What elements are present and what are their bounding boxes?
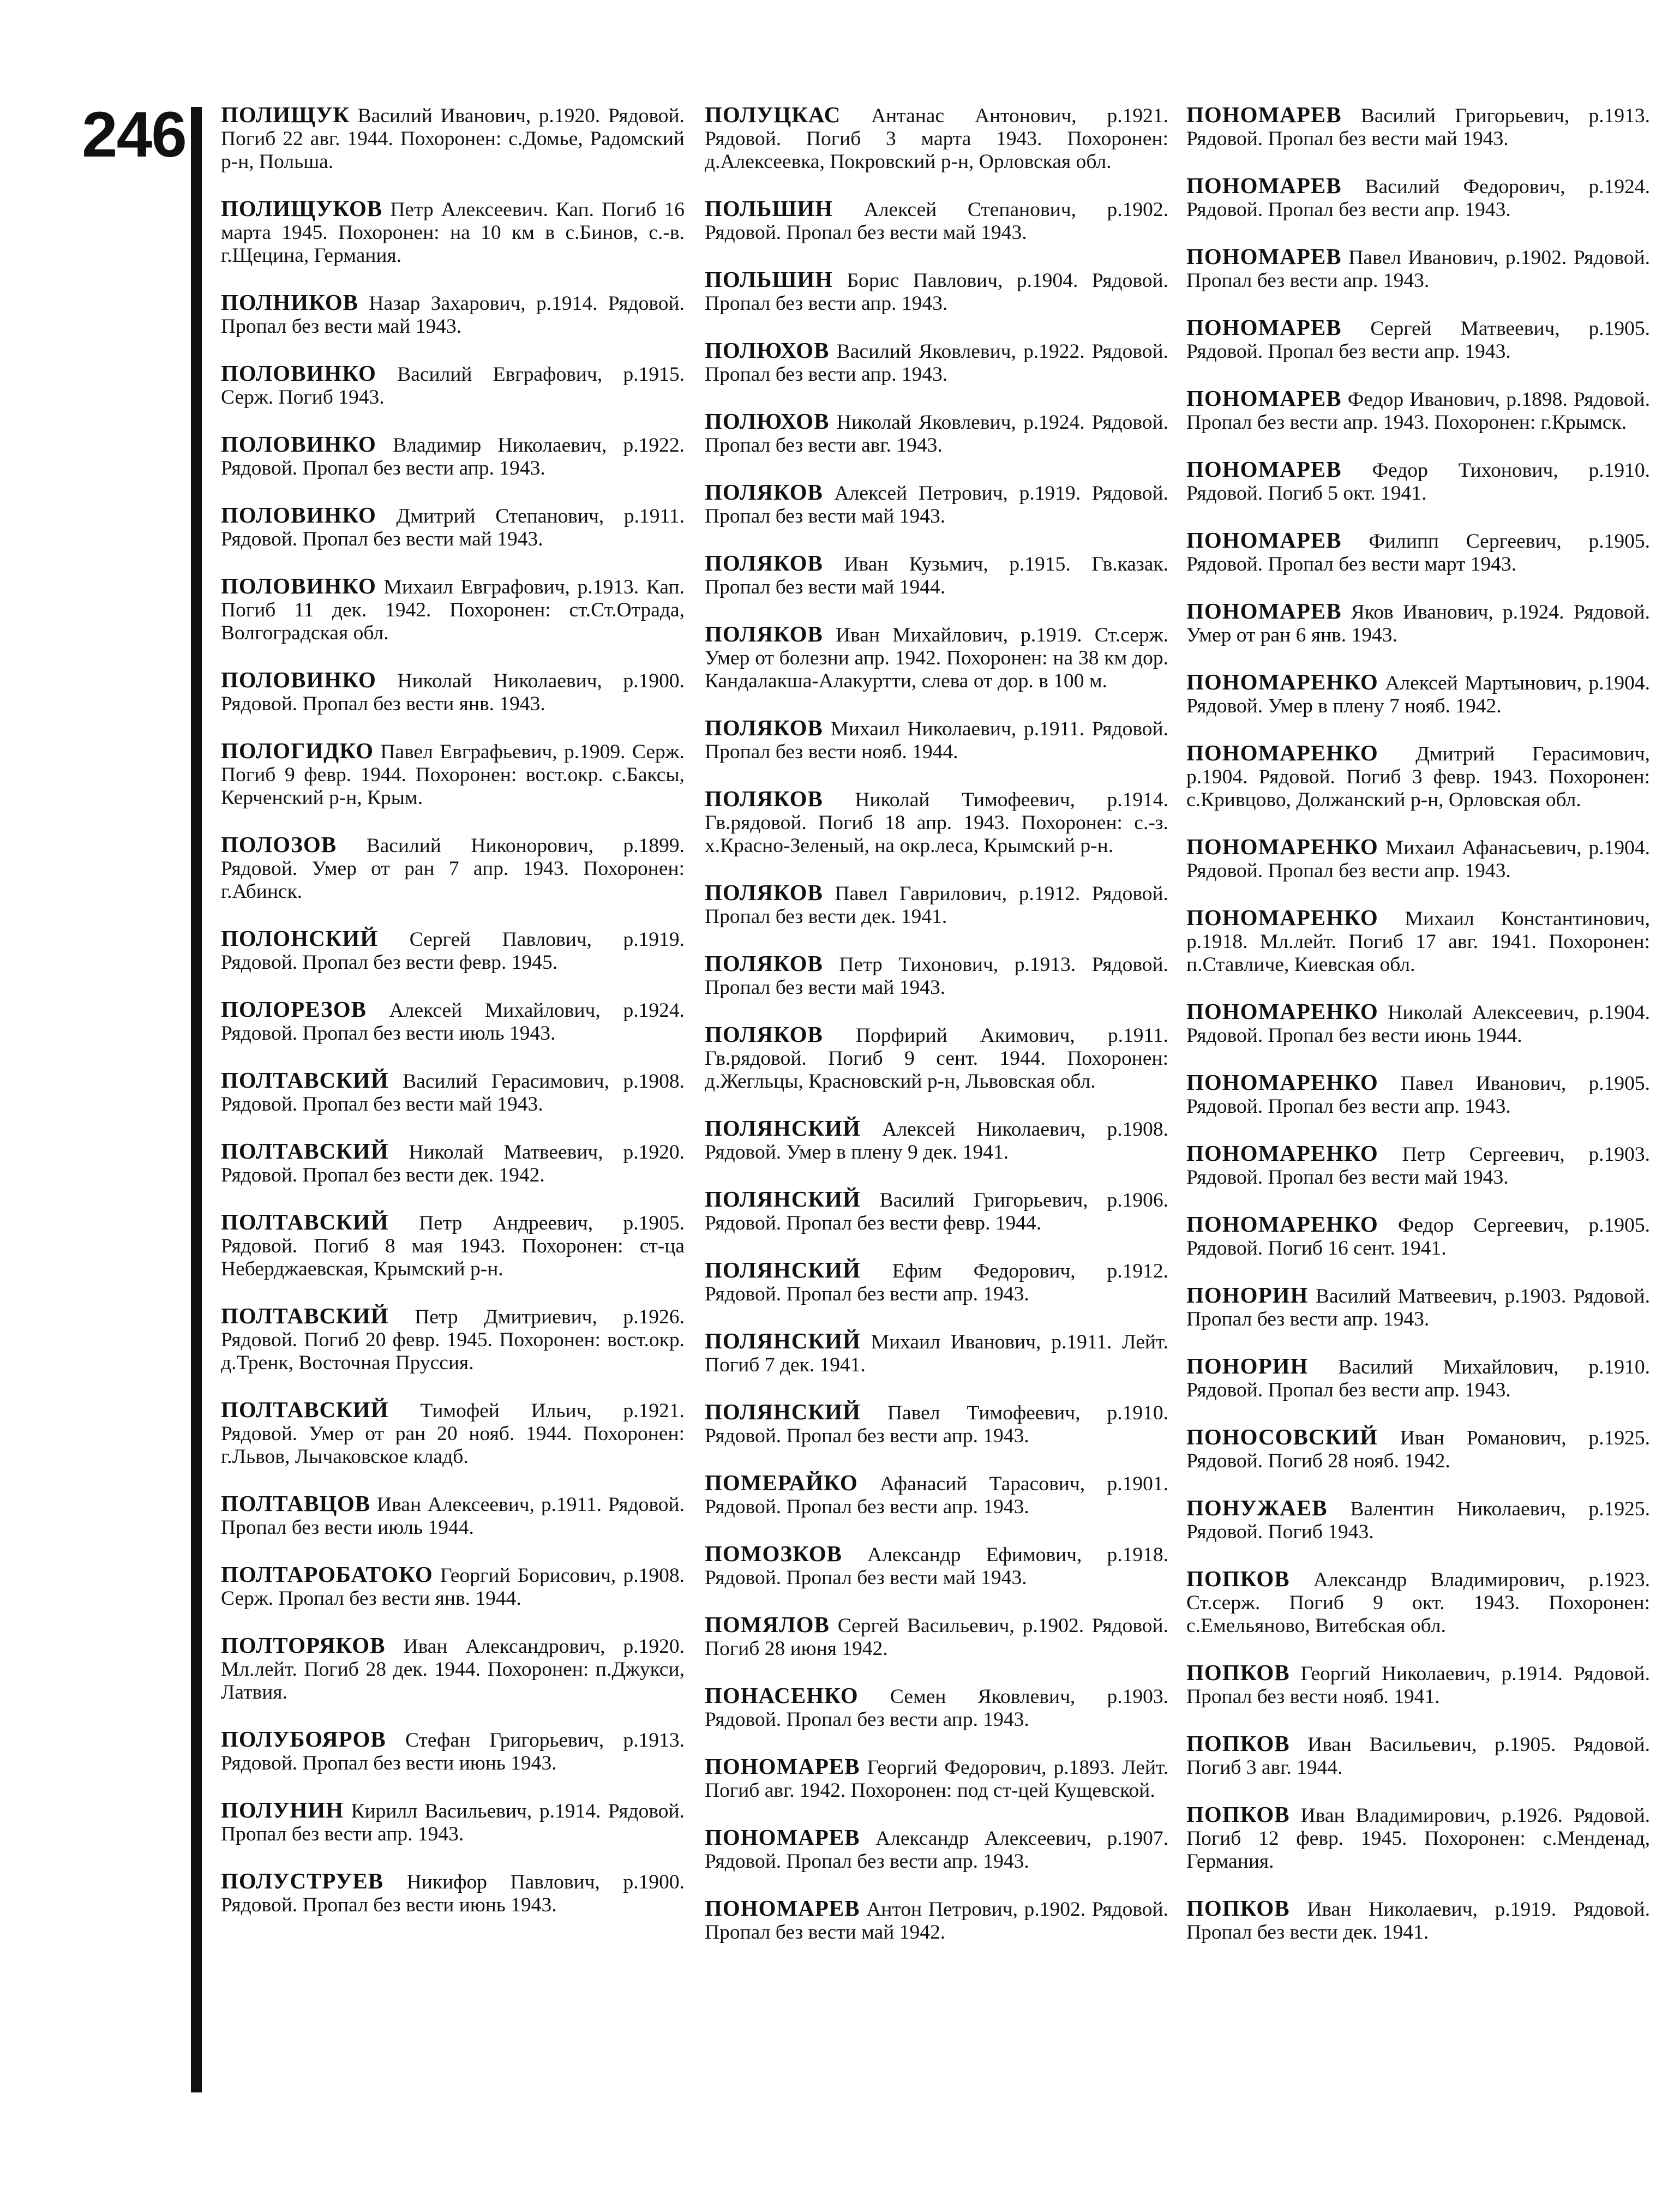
page-number: 246 (82, 99, 186, 171)
entry-surname: ПОНОРИН (1186, 1282, 1309, 1308)
entry-details: Стефан Григорьевич, р.1913. Рядовой. Пропал без вести июнь 1943. (221, 1729, 685, 1774)
entry-details: Павел Иванович, р.1905. Рядовой. Пропал без вести апр. 1943. (1186, 1072, 1651, 1118)
entry (1186, 741, 1650, 812)
entry (221, 1562, 685, 1610)
entry (1186, 1567, 1650, 1638)
entry (705, 1187, 1168, 1235)
entry (705, 409, 1168, 457)
entry-surname: ПОЛЬШИН (705, 196, 833, 221)
entry-details: Кирилл Васильевич, р.1914. Рядовой. Пропал без вести апр. 1943. (221, 1800, 685, 1845)
entry-details: Петр Андреевич, р.1905. Рядовой. Погиб 8 мая 1943. Похоронен: ст-ца Неберджаевская, Крымский р-н. (221, 1212, 685, 1280)
entry-surname: ПОНОМАРЕВ (1186, 102, 1342, 127)
entry-details: Владимир Николаевич, р.1922. Рядовой. Пропал без вести апр. 1943. (221, 434, 685, 479)
entry (705, 103, 1168, 173)
entry (1186, 386, 1650, 434)
entry-details: Дмитрий Герасимович, р.1904. Рядовой. Погиб 3 февр. 1943. Похоронен: с.Кривцово, Должанский р-н, Орловская обл. (1186, 743, 1650, 811)
entry-surname: ПОЛУЦКАС (705, 102, 841, 127)
entry-details: Георгий Борисович, р.1908. Серж. Пропал без вести янв. 1944. (221, 1564, 685, 1610)
entry-surname: ПОЛОВИНКО (221, 573, 376, 598)
entry-surname: ПОЛЯКОВ (705, 1022, 823, 1047)
entry-surname: ПОЛЯКОВ (705, 621, 823, 646)
entry (1186, 1354, 1650, 1402)
entry (1186, 173, 1650, 221)
entry-details: Александр Алексеевич, р.1907. Рядовой. Пропал без вести апр. 1943. (705, 1827, 1168, 1873)
entry-surname: ПОНОМАРЕНКО (1186, 834, 1378, 859)
entry-surname: ПОНОМАРЕВ (1186, 527, 1342, 553)
entry (705, 1400, 1168, 1448)
entry-details: Ефим Федорович, р.1912. Рядовой. Пропал без вести апр. 1943. (705, 1260, 1169, 1305)
entry-details: Петр Алексеевич. Кап. Погиб 16 марта 1945. Похоронен: на 10 км в с.Бинов, с.-в. г.Щецина, Германия. (221, 199, 685, 267)
entry (1186, 1496, 1650, 1544)
entry-surname: ПОПКОВ (1186, 1896, 1290, 1921)
entry-surname: ПОНОМАРЕНКО (1186, 905, 1378, 930)
entry (221, 196, 685, 267)
entry-surname: ПОЛЯНСКИЙ (705, 1116, 861, 1141)
entry-details: Иван Владимирович, р.1926. Рядовой. Погиб 12 февр. 1945. Похоронен: с.Менденад, Германия. (1186, 1804, 1651, 1873)
entry (221, 103, 685, 173)
column-3 (1186, 103, 1650, 1967)
entry (705, 551, 1168, 599)
entry (221, 361, 685, 409)
entry-surname: ПОЛТАВСКИЙ (221, 1067, 389, 1093)
entry-surname: ПОНОМАРЕНКО (1186, 1070, 1378, 1095)
entry-surname: ПОЛИЩУК (221, 102, 350, 127)
entry-surname: ПОНУЖАЕВ (1186, 1495, 1328, 1520)
entry-details: Василий Герасимович, р.1908. Рядовой. Пропал без вести май 1943. (221, 1070, 685, 1116)
entry-details: Федор Иванович, р.1898. Рядовой. Пропал без вести апр. 1943. Похоронен: г.Крымск. (1186, 388, 1650, 434)
entry (221, 290, 685, 338)
entry (1186, 905, 1650, 976)
column-2 (705, 103, 1168, 1967)
entry (221, 1727, 685, 1775)
entry-surname: ПОЛТАВСКИЙ (221, 1397, 389, 1422)
entry-surname: ПОЛЮХОВ (705, 409, 830, 434)
entry-details: Василий Яковлевич, р.1922. Рядовой. Пропал без вести апр. 1943. (705, 340, 1169, 386)
entry-surname: ПОЛОВИНКО (221, 361, 376, 386)
entry-surname: ПОЛЯНСКИЙ (705, 1328, 861, 1353)
entry (705, 1329, 1168, 1377)
entry-surname: ПОЛТАВСКИЙ (221, 1138, 389, 1164)
entry (705, 1022, 1168, 1093)
entry (1186, 1802, 1650, 1873)
entry-surname: ПОЛУБОЯРОВ (221, 1726, 386, 1752)
entry-details: Николай Матвеевич, р.1920. Рядовой. Пропал без вести дек. 1942. (221, 1141, 685, 1186)
entry-surname: ПОНОМАРЕНКО (1186, 1212, 1378, 1237)
entry (705, 1683, 1168, 1731)
entry (221, 668, 685, 716)
entry (705, 480, 1168, 528)
entry (705, 1612, 1168, 1660)
entry (221, 432, 685, 480)
entry-surname: ПОЛЯНСКИЙ (705, 1399, 861, 1424)
entry (705, 880, 1168, 928)
entry-surname: ПОЛЯКОВ (705, 715, 823, 740)
entry (1186, 315, 1650, 363)
entry-surname: ПОНАСЕНКО (705, 1683, 859, 1708)
entry-details: Дмитрий Степанович, р.1911. Рядовой. Пропал без вести май 1943. (221, 505, 685, 550)
entry-details: Никифор Павлович, р.1900. Рядовой. Пропал без вести июнь 1943. (221, 1871, 685, 1916)
entry (221, 1068, 685, 1116)
entry-details: Михаил Евграфович, р.1913. Кап. Погиб 11 дек. 1942. Похоронен: ст.Ст.Отрада, Волгоградская обл. (221, 576, 685, 644)
entry-details: Павел Евграфьевич, р.1909. Серж. Погиб 9 февр. 1944. Похоронен: вост.окр. с.Баксы, Керченский р-н, Крым. (221, 741, 685, 809)
entry-details: Василий Михайлович, р.1910. Рядовой. Пропал без вести апр. 1943. (1186, 1356, 1651, 1401)
entry (221, 574, 685, 645)
entry-surname: ПОНОМАРЕВ (1186, 598, 1342, 623)
entry (221, 1398, 685, 1468)
entry (1186, 1141, 1650, 1189)
entry (705, 622, 1168, 693)
entry-surname: ПОЛТАВСКИЙ (221, 1209, 389, 1234)
entry-details: Борис Павлович, р.1904. Рядовой. Пропал без вести апр. 1943. (705, 269, 1168, 315)
entry-surname: ПОНОСОВСКИЙ (1186, 1424, 1378, 1449)
entry (221, 926, 685, 974)
entry-details: Георгий Николаевич, р.1914. Рядовой. Пропал без вести нояб. 1941. (1186, 1663, 1650, 1708)
entry-details: Петр Дмитриевич, р.1926. Рядовой. Погиб 20 февр. 1945. Похоронен: вост.окр. д.Тренк, Восточная Пруссия. (221, 1306, 685, 1374)
entry (221, 503, 685, 551)
entry (705, 267, 1168, 315)
entry-surname: ПОЛТАРОБАТОКО (221, 1562, 433, 1587)
entry-surname: ПОНОМАРЕВ (1186, 173, 1342, 198)
entry-details: Сергей Павлович, р.1919. Рядовой. Пропал без вести февр. 1945. (221, 928, 685, 974)
entry-surname: ПОЛЯКОВ (705, 951, 823, 976)
entry-details: Александр Ефимович, р.1918. Рядовой. Пропал без вести май 1943. (705, 1544, 1169, 1589)
entry-surname: ПОНОМАРЕНКО (1186, 1141, 1378, 1166)
entry-surname: ПОЛОРЕЗОВ (221, 997, 367, 1022)
entry-details: Павел Иванович, р.1902. Рядовой. Пропал без вести апр. 1943. (1186, 247, 1651, 292)
entry (1186, 599, 1650, 647)
entry (1186, 999, 1650, 1047)
entry-surname: ПОНОМАРЕНКО (1186, 740, 1378, 765)
entry (705, 196, 1168, 244)
entry (1186, 1731, 1650, 1779)
entry-surname: ПОПКОВ (1186, 1731, 1290, 1756)
entry (1186, 103, 1650, 151)
entry-surname: ПОПКОВ (1186, 1802, 1290, 1827)
entry-surname: ПОНОМАРЕВ (1186, 457, 1342, 482)
entry-details: Сергей Матвеевич, р.1905. Рядовой. Пропал без вести апр. 1943. (1186, 317, 1651, 363)
entry (1186, 528, 1650, 576)
entry (221, 1633, 685, 1704)
entry-surname: ПОМЕРАЙКО (705, 1470, 858, 1495)
entry (221, 739, 685, 809)
entry-surname: ПОЛЯКОВ (705, 786, 823, 811)
entry-surname: ПОЛИЩУКОВ (221, 196, 383, 221)
entry-surname: ПОЛЯКОВ (705, 880, 823, 905)
entry (1186, 670, 1650, 718)
entry (705, 1258, 1168, 1306)
entry (1186, 457, 1650, 505)
entry-surname: ПОЛНИКОВ (221, 290, 359, 315)
entry (705, 951, 1168, 999)
entry-surname: ПОЛЯКОВ (705, 550, 823, 575)
entry-details: Иван Алексеевич, р.1911. Рядовой. Пропал без вести июль 1944. (221, 1494, 685, 1539)
entry-details: Александр Владимирович, р.1923. Ст.серж. Погиб 9 окт. 1943. Похоронен: с.Емельяново, Витебская обл. (1186, 1569, 1651, 1637)
entry-surname: ПОМЯЛОВ (705, 1612, 830, 1637)
entry (705, 1471, 1168, 1519)
entry-details: Николай Яковлевич, р.1924. Рядовой. Пропал без вести авг. 1943. (705, 411, 1169, 457)
entry-surname: ПОНОРИН (1186, 1353, 1309, 1378)
entry-surname: ПОМОЗКОВ (705, 1541, 842, 1566)
vertical-rule (191, 107, 202, 2092)
entry-surname: ПОЛОНСКИЙ (221, 926, 379, 951)
entry-details: Николай Алексеевич, р.1904. Рядовой. Пропал без вести июнь 1944. (1186, 1001, 1650, 1047)
entry-details: Алексей Михайлович, р.1924. Рядовой. Пропал без вести июль 1943. (221, 999, 685, 1045)
entry-surname: ПОЛОГИДКО (221, 738, 374, 763)
entry-surname: ПОЛТАВСКИЙ (221, 1303, 389, 1328)
entry (1186, 1212, 1650, 1260)
entry-details: Иван Васильевич, р.1905. Рядовой. Погиб 3 авг. 1944. (1186, 1734, 1650, 1779)
entry (705, 787, 1168, 857)
entry-details: Филипп Сергеевич, р.1905. Рядовой. Пропал без вести март 1943. (1186, 530, 1651, 575)
entry-surname: ПОНОМАРЕВ (1186, 386, 1342, 411)
entry-details: Тимофей Ильич, р.1921. Рядовой. Умер от ран 20 нояб. 1944. Похоронен: г.Львов, Лычаковское кладб. (221, 1400, 685, 1468)
entry-details: Алексей Петрович, р.1919. Рядовой. Пропал без вести май 1943. (705, 482, 1168, 527)
entry-surname: ПОНОМАРЕВ (705, 1825, 860, 1850)
entry-details: Порфирий Акимович, р.1911. Гв.рядовой. Погиб 9 сент. 1944. Похоронен: д.Жегльцы, Красновский р-н, Львовская обл. (705, 1024, 1168, 1093)
entry-surname: ПОНОМАРЕВ (1186, 244, 1342, 269)
entry (705, 716, 1168, 764)
entry-details: Михаил Константинович, р.1918. Мл.лейт. Погиб 17 авг. 1941. Похоронен: п.Ставличе, Киевская обл. (1186, 908, 1650, 976)
entry (1186, 1283, 1650, 1331)
entry (705, 338, 1168, 386)
entry-details: Василий Григорьевич, р.1906. Рядовой. Пропал без вести февр. 1944. (705, 1189, 1169, 1234)
entry-surname: ПОЛОЗОВ (221, 832, 337, 857)
entry (705, 1116, 1168, 1164)
entry-details: Валентин Николаевич, р.1925. Рядовой. Погиб 1943. (1186, 1498, 1651, 1543)
entry-details: Антанас Антонович, р.1921. Рядовой. Погиб 3 марта 1943. Похоронен: д.Алексеевка, Покровский р-н, Орловская обл. (705, 105, 1169, 173)
entry-details: Василий Иванович, р.1920. Рядовой. Погиб 22 авг. 1944. Похоронен: с.Домье, Радомский р-н, Польша. (221, 105, 685, 173)
entry-details: Михаил Николаевич, р.1911. Рядовой. Пропал без вести нояб. 1944. (705, 718, 1168, 763)
entry-details: Федор Сергеевич, р.1905. Рядовой. Погиб 16 сент. 1941. (1186, 1214, 1650, 1260)
entry-details: Павел Тимофеевич, р.1910. Рядовой. Пропал без вести апр. 1943. (705, 1402, 1169, 1447)
entry (221, 1304, 685, 1375)
entry-details: Петр Сергеевич, р.1903. Рядовой. Пропал без вести май 1943. (1186, 1143, 1651, 1189)
entry-details: Иван Николаевич, р.1919. Рядовой. Пропал без вести дек. 1941. (1186, 1898, 1650, 1944)
entry-details: Василий Федорович, р.1924. Рядовой. Пропал без вести апр. 1943. (1186, 176, 1651, 221)
entry-details: Петр Тихонович, р.1913. Рядовой. Пропал без вести май 1943. (705, 953, 1168, 999)
entry-details: Алексей Николаевич, р.1908. Рядовой. Умер в плену 9 дек. 1941. (705, 1118, 1168, 1164)
entry-details: Георгий Федорович, р.1893. Лейт. Погиб авг. 1942. Похоронен: под ст-цей Кущевской. (705, 1756, 1169, 1802)
entry-details: Алексей Степанович, р.1902. Рядовой. Пропал без вести май 1943. (705, 199, 1168, 244)
entry-details: Василий Никонорович, р.1899. Рядовой. Умер от ран 7 апр. 1943. Похоронен: г.Абинск. (221, 835, 685, 903)
entry-details: Семен Яковлевич, р.1903. Рядовой. Пропал без вести апр. 1943. (705, 1686, 1168, 1731)
entry-surname: ПОЛУНИН (221, 1797, 344, 1822)
entry-surname: ПОНОМАРЕНКО (1186, 669, 1378, 694)
entry-details: Василий Матвеевич, р.1903. Рядовой. Пропал без вести апр. 1943. (1186, 1285, 1651, 1330)
entry-surname: ПОЛЯКОВ (705, 479, 823, 505)
entry-details: Иван Александрович, р.1920. Мл.лейт. Погиб 28 дек. 1944. Похоронен: п.Джукси, Латвия. (221, 1635, 685, 1704)
entry-surname: ПОЛТОРЯКОВ (221, 1633, 386, 1658)
entry-surname: ПОЛЯНСКИЙ (705, 1186, 861, 1212)
entry-details: Иван Романович, р.1925. Рядовой. Погиб 28 нояб. 1942. (1186, 1427, 1650, 1472)
entry-details: Сергей Васильевич, р.1902. Рядовой. Погиб 28 июня 1942. (705, 1615, 1169, 1660)
entry-surname: ПОНОМАРЕВ (1186, 315, 1342, 340)
entry-details: Николай Тимофеевич, р.1914. Гв.рядовой. Погиб 18 апр. 1943. Похоронен: с.-з. х.Красно-Зеленый, на окр.леса, Крымский р-н. (705, 789, 1169, 857)
entry-details: Иван Михайлович, р.1919. Ст.серж. Умер от болезни апр. 1942. Похоронен: на 38 км дор. Кандалакша-Алакуртти, слева от дор. в 100 м. (705, 624, 1168, 692)
entry (1186, 1660, 1650, 1708)
entry (221, 1491, 685, 1539)
entry (221, 832, 685, 903)
entry-details: Федор Тихонович, р.1910. Рядовой. Погиб 5 окт. 1941. (1186, 459, 1651, 505)
entry (1186, 1896, 1650, 1944)
entry-details: Михаил Иванович, р.1911. Лейт. Погиб 7 дек. 1941. (705, 1331, 1168, 1376)
entry-details: Василий Григорьевич, р.1913. Рядовой. Пропал без вести май 1943. (1186, 105, 1651, 150)
entry-details: Антон Петрович, р.1902. Рядовой. Пропал без вести май 1942. (705, 1898, 1169, 1944)
entry (221, 1139, 685, 1187)
entry-details: Яков Иванович, р.1924. Рядовой. Умер от ран 6 янв. 1943. (1186, 601, 1650, 646)
entry (221, 1210, 685, 1281)
entry-surname: ПОПКОВ (1186, 1660, 1290, 1685)
entry-surname: ПОНОМАРЕВ (705, 1754, 860, 1779)
entry-details: Василий Евграфович, р.1915. Серж. Погиб 1943. (221, 363, 685, 409)
entry-details: Назар Захарович, р.1914. Рядовой. Пропал без вести май 1943. (221, 292, 685, 338)
entry-surname: ПОНОМАРЕВ (705, 1896, 860, 1921)
entry (705, 1825, 1168, 1873)
entry-surname: ПОНОМАРЕНКО (1186, 999, 1378, 1024)
entry (705, 1896, 1168, 1944)
entry (221, 1869, 685, 1917)
entry-surname: ПОЛУСТРУЕВ (221, 1868, 384, 1893)
entry (705, 1754, 1168, 1802)
entry-details: Николай Николаевич, р.1900. Рядовой. Пропал без вести янв. 1943. (221, 670, 685, 715)
column-1 (221, 103, 685, 1940)
entry (1186, 244, 1650, 292)
entry (705, 1542, 1168, 1590)
entry-surname: ПОЛЮХОВ (705, 338, 830, 363)
entry-details: Михаил Афанасьевич, р.1904. Рядовой. Пропал без вести апр. 1943. (1186, 837, 1650, 882)
entry-details: Алексей Мартынович, р.1904. Рядовой. Умер в плену 7 нояб. 1942. (1186, 672, 1650, 717)
entry (221, 1798, 685, 1846)
entry-surname: ПОЛОВИНКО (221, 431, 376, 457)
entry-surname: ПОЛЬШИН (705, 267, 833, 292)
entry (1186, 835, 1650, 883)
entry-surname: ПОЛТАВЦОВ (221, 1491, 371, 1516)
entry-surname: ПОЛЯНСКИЙ (705, 1257, 861, 1282)
entry (1186, 1425, 1650, 1473)
entry-surname: ПОЛОВИНКО (221, 667, 376, 692)
entry (1186, 1070, 1650, 1118)
entry-details: Афанасий Тарасович, р.1901. Рядовой. Пропал без вести апр. 1943. (705, 1473, 1168, 1518)
entry-details: Иван Кузьмич, р.1915. Гв.казак. Пропал без вести май 1944. (705, 553, 1168, 598)
entry-details: Павел Гаврилович, р.1912. Рядовой. Пропал без вести дек. 1941. (705, 883, 1169, 928)
entry-surname: ПОЛОВИНКО (221, 502, 376, 527)
entry (221, 997, 685, 1045)
entry-surname: ПОПКОВ (1186, 1566, 1290, 1591)
